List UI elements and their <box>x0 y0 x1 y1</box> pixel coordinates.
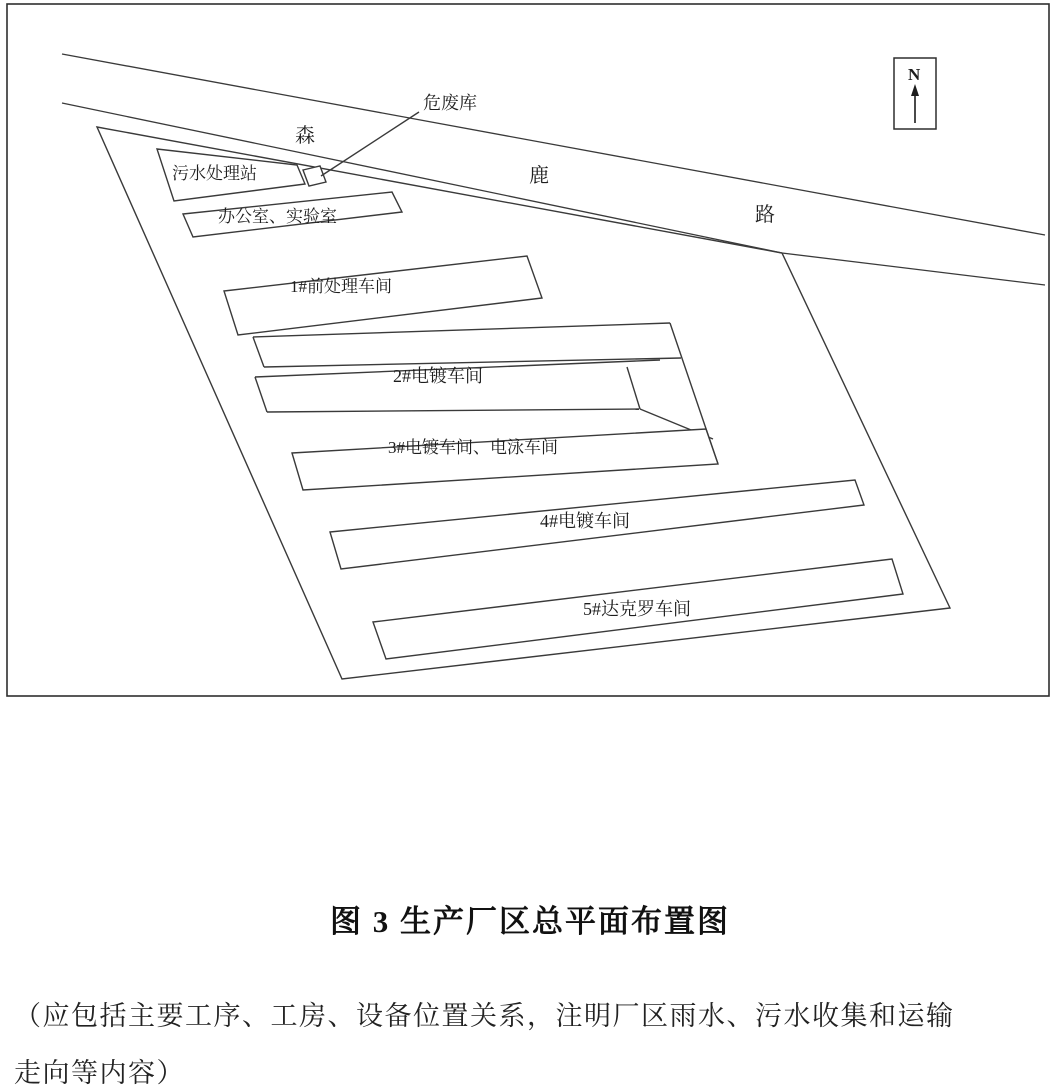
workshop3-label: 3#电镀车间、电泳车间 <box>388 438 558 457</box>
figure-note-line1: （应包括主要工序、工房、设备位置关系，注明厂区雨水、污水收集和运输 <box>14 1001 955 1031</box>
workshop5-label: 5#达克罗车间 <box>583 599 691 619</box>
workshop4-label: 4#电镀车间 <box>540 511 630 531</box>
workshop1-label: 1#前处理车间 <box>290 277 392 296</box>
figure-note-line2: 走向等内容） <box>14 1058 185 1088</box>
road-name-char-2: 鹿 <box>529 165 549 187</box>
road-name-char-3: 路 <box>755 204 775 226</box>
sewage-station-label: 污水处理站 <box>172 164 257 183</box>
workshop2-label: 2#电镀车间 <box>393 366 483 386</box>
figure-note <box>14 988 1050 1091</box>
north-arrow <box>894 58 936 129</box>
office-lab-label: 办公室、实验室 <box>218 207 337 226</box>
road-name-char-1: 森 <box>295 125 315 147</box>
figure-caption: 图 3 生产厂区总平面布置图 <box>330 904 730 939</box>
north-letter: N <box>908 65 921 84</box>
hazardous-waste-label: 危废库 <box>423 93 477 113</box>
